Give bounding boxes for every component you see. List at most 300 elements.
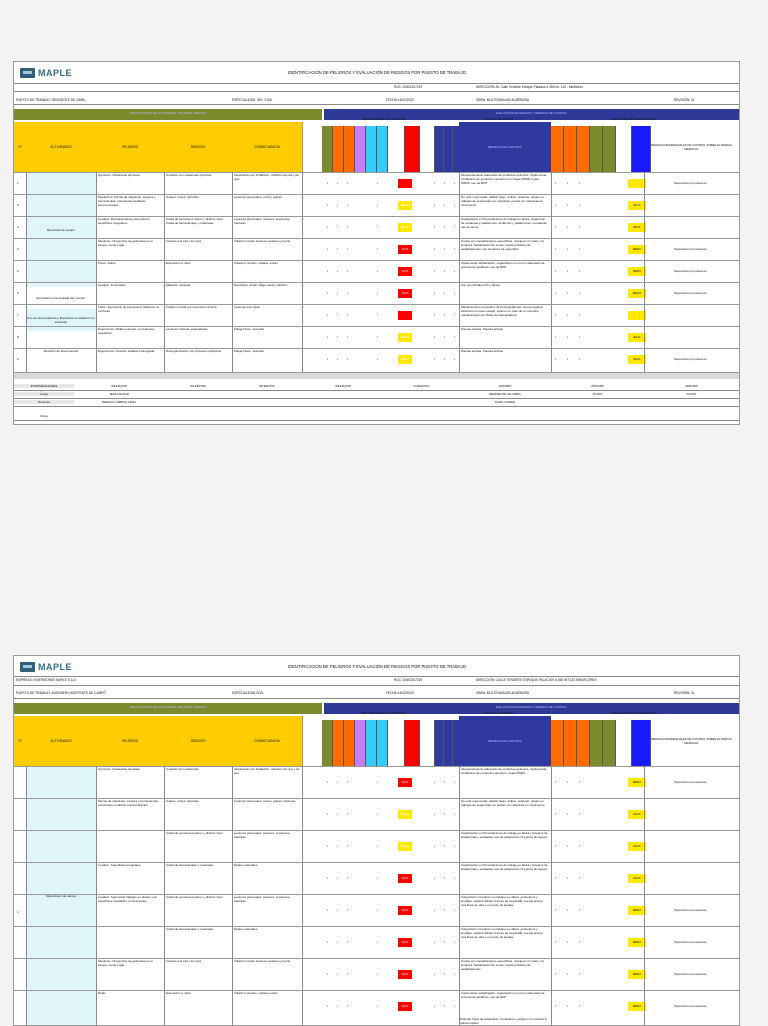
matrix-mark: x bbox=[347, 973, 349, 976]
matrix-mark: x bbox=[555, 248, 557, 251]
matrix-mark: x bbox=[454, 1005, 456, 1008]
consecuencia-cell: Lesiones personales, cortes, golpes, fracturas bbox=[234, 800, 296, 803]
nivel-riesgo-badge: ALTO bbox=[398, 245, 412, 254]
band-identificacion: IDENTIFICACIÓN DE ACTIVIDADES, PELIGROS, RIESGOS bbox=[14, 109, 322, 120]
row-number: 2 bbox=[17, 204, 19, 207]
table-row bbox=[14, 926, 739, 959]
riesgo-cell: Caída de herramientas y materiales bbox=[166, 864, 214, 867]
matrix-mark: x bbox=[377, 877, 379, 880]
matrix-mark: x bbox=[579, 781, 581, 784]
matrix-mark: x bbox=[377, 845, 379, 848]
matrix-mark: x bbox=[377, 358, 379, 361]
fecha-field-2: FECHA:14/02/2020 bbox=[386, 691, 414, 695]
peligro-cell: Piezas de máquinas, equipos y herramientas, estructuras metálicas punzocortantes bbox=[98, 800, 159, 807]
matrix-mark: x bbox=[434, 973, 436, 976]
footer-value: INTERVINO bbox=[258, 384, 276, 388]
matrix-mark: x bbox=[327, 292, 329, 295]
matrix-mark: x bbox=[337, 292, 339, 295]
matrix-mark: x bbox=[327, 358, 329, 361]
matrix-mark: x bbox=[444, 358, 446, 361]
obra-field: OBRA: MULTIFAMILIAR ALMENDRA bbox=[476, 98, 530, 102]
matrix-mark: x bbox=[579, 813, 581, 816]
matrix-mark: x bbox=[555, 226, 557, 229]
medida-cell: Contar con capacitaciones específicas, mantener el orden y la limpieza, Señalización de zonas, implementación de señalizaciones, uso de lentes de seguridad bbox=[461, 240, 544, 251]
row-number: 7 bbox=[17, 314, 19, 317]
matrix-mark: x bbox=[377, 204, 379, 207]
matrix-mark: x bbox=[434, 204, 436, 207]
puesto-field-2: PUESTO DE TRABAJO: INGENIERO ASISTENTE DE CAMPO bbox=[16, 691, 106, 695]
nivel-riesgo-badge: ALTO bbox=[398, 874, 412, 883]
matrix-mark: x bbox=[347, 336, 349, 339]
medida-cell: No usar ropa suelta, cabello largo, anillos, pulseras, relojes en trabajos de supervisión en piezas y/o máquinas en movimiento bbox=[461, 800, 545, 807]
matrix-mark: x bbox=[434, 813, 436, 816]
consecuencia-cell: Irritación ocular, lesiones oculares y la piel bbox=[234, 240, 291, 243]
matrix-mark: x bbox=[444, 336, 446, 339]
matrix-mark: x bbox=[579, 941, 581, 944]
matrix-mark: x bbox=[454, 182, 456, 185]
matrix-mark: x bbox=[454, 973, 456, 976]
consecuencia-cell: Daños materiales bbox=[234, 864, 258, 867]
matrix-mark: x bbox=[377, 270, 379, 273]
footer-value: APROBÓ bbox=[685, 384, 698, 388]
matrix-mark: x bbox=[454, 358, 456, 361]
riesgo-residual-badge: MEDIO bbox=[628, 245, 646, 254]
matrix-mark: x bbox=[434, 336, 436, 339]
row-number: 5 bbox=[17, 270, 19, 273]
sub-control: CONTROL DE RIESGOS bbox=[484, 118, 514, 121]
consecuencia-cell: Irritación ocular, lesiones oculares y la piel bbox=[234, 960, 291, 963]
matrix-mark: x bbox=[337, 248, 339, 251]
consecuencia-cell: Lesiones a la visión bbox=[234, 306, 261, 309]
matrix-mark: x bbox=[347, 781, 349, 784]
peligro-cell: Físico: Exposición de personas a radiación no ionizante bbox=[98, 306, 160, 313]
row-number: 3 bbox=[17, 226, 19, 229]
activity-supervision: Supervision de campo bbox=[26, 766, 96, 1025]
direccion-field: DIRECCIÓN: Av. Calle Teniente Enrique Palacios # 360 Int. 120 - Miraflores bbox=[476, 85, 583, 89]
ruc-field-2: RUC: 20602107219 bbox=[394, 678, 423, 682]
riesgo-cell: Desorganización por procesos repetitivos bbox=[166, 350, 222, 353]
puesto-field: PUESTO DE TRABAJO: RESIDENTE DE OBRA bbox=[16, 98, 86, 102]
nivel-riesgo-badge bbox=[398, 311, 412, 320]
matrix-mark: x bbox=[444, 941, 446, 944]
riesgo-residual-badge: MEDIO bbox=[628, 938, 646, 947]
riesgo-cell: Impacto a la piel y los ojos bbox=[166, 240, 202, 243]
matrix-mark: x bbox=[327, 314, 329, 317]
matrix-mark: x bbox=[579, 248, 581, 251]
matrix-mark: x bbox=[555, 336, 557, 339]
matrix-mark: x bbox=[567, 909, 569, 912]
nivel-riesgo-badge bbox=[398, 179, 412, 188]
consecuencia-cell: Lesiones personales, lesiones, esguinces, fracturas bbox=[234, 218, 291, 225]
matrix-mark: x bbox=[567, 292, 569, 295]
document-title-2: IDENTIFICACIÓN DE PELIGROS Y EVALUACIÓN DE RIESGOS POR PUESTO DE TRABAJO bbox=[287, 664, 467, 669]
peligro-cell: Locativo: Superficies irregulares bbox=[98, 864, 141, 867]
medida-cell: Pausas activas, Pausas activas bbox=[461, 350, 504, 353]
matrix-mark: x bbox=[337, 909, 339, 912]
matrix-mark: x bbox=[567, 1005, 569, 1008]
riesgo-residual-badge: MEDIO bbox=[628, 267, 646, 276]
table-row bbox=[14, 216, 739, 239]
sub-nivel: NIVEL DE RIESGO SIN CONTROLES bbox=[361, 118, 407, 121]
matrix-mark: x bbox=[327, 813, 329, 816]
revision-field-2: REVISIÓN: 01 bbox=[674, 691, 695, 695]
table-row bbox=[14, 798, 739, 831]
matrix-mark: x bbox=[454, 845, 456, 848]
matrix-mark: x bbox=[347, 1005, 349, 1008]
matrix-mark: x bbox=[567, 248, 569, 251]
footer-value: JEFE DE PDR bbox=[109, 392, 129, 396]
consecuencia-cell: Intoxicación por inhalación, irritación de ojos y de piel bbox=[234, 768, 300, 775]
matrix-mark: x bbox=[337, 314, 339, 317]
riesgo-residual-badge: MEDIO bbox=[628, 970, 646, 979]
matrix-mark: x bbox=[347, 877, 349, 880]
matrix-mark: x bbox=[567, 877, 569, 880]
matrix-mark: x bbox=[347, 292, 349, 295]
matrix-mark: x bbox=[579, 270, 581, 273]
riesgo-residual-badge: BAJO bbox=[628, 810, 646, 819]
matrix-mark: x bbox=[377, 336, 379, 339]
matrix-mark: x bbox=[454, 248, 456, 251]
matrix-mark: x bbox=[567, 781, 569, 784]
footer-value: INTERVINO bbox=[110, 384, 128, 388]
medida-cell: Contar con capacitaciones específicas, mantener el orden y la limpieza, Señalización de zonas, implementación de señalizaciones bbox=[461, 960, 544, 971]
matrix-mark: x bbox=[454, 877, 456, 880]
nivel-riesgo-badge: ALTO bbox=[398, 778, 412, 787]
matrix-mark: x bbox=[454, 813, 456, 816]
header-n: N° bbox=[14, 122, 27, 172]
logo-mark-icon bbox=[20, 68, 35, 78]
riesgo-residual-badge: BAJO bbox=[628, 201, 646, 210]
medida-cell: Almacenamiento adecuado de productos químicos, implementar cuidadores de productos químicos con hojas MSDS, hojas MSDS, uso de EPP bbox=[461, 174, 547, 185]
footer-value: JHAIR GOMEZ bbox=[494, 400, 516, 404]
peligro-cell: Mecánicos: Piezas de máquinas, equipos y herramientas, estructuras metálicas punzocortantes bbox=[98, 196, 156, 207]
matrix-mark: x bbox=[567, 204, 569, 207]
matrix-mark: x bbox=[555, 781, 557, 784]
footer-value: APROBÓ bbox=[498, 384, 512, 388]
matrix-mark: x bbox=[567, 182, 569, 185]
diferencial-cell: Supervisión permanente bbox=[674, 182, 707, 185]
matrix-mark: x bbox=[434, 292, 436, 295]
medida-cell: Pausas activas, Pausas activas bbox=[461, 328, 504, 331]
riesgo-cell: Contacto con sustancias químicas bbox=[166, 174, 212, 177]
riesgo-residual-badge: MEDIO bbox=[628, 778, 646, 787]
matrix-mark: x bbox=[555, 909, 557, 912]
riesgo-residual-badge: MEDIO bbox=[628, 1002, 646, 1011]
sub-nivel-2: NIVEL DE RIESGO SIN CONTROLES bbox=[361, 712, 407, 715]
medida-cell: No usar ropa suelta, cabello largo, anillos, pulseras, relojes en trabajos de supervisión en máquinas, piezas y/o máquinas en movimiento bbox=[461, 196, 544, 207]
peligro-cell: Ruido bbox=[98, 992, 106, 995]
riesgo-residual-badge: BAJO bbox=[628, 842, 646, 851]
medida-cell: Mantenimiento preventivo de Fotocopiadoras, uso de equipos eléctricos en buen estado, extintor en caso de un incendio, mantenimiento de Placa de fotocopiadora bbox=[461, 306, 544, 317]
riesgo-residual-badge: BAJO bbox=[628, 874, 646, 883]
row-number: 8 bbox=[17, 336, 19, 339]
riesgo-cell: Lesiones músculo esqueléticas bbox=[166, 328, 208, 331]
medida-cell: Capacitación en Procedimiento de trabajo en altura y limpieza de plataformas y escaleras, uso de pasamanos (3 puntos de apoyo) bbox=[461, 864, 548, 871]
header-consecuencia: CONSECUENCIA bbox=[232, 122, 303, 172]
riesgo-residual-badge: BAJO bbox=[628, 223, 646, 232]
matrix-mark: x bbox=[567, 336, 569, 339]
band-evaluacion: EVALUACIÓN DE RIESGOS Y MEDIDAS DE CONTROL bbox=[324, 109, 739, 120]
matrix-mark: x bbox=[377, 182, 379, 185]
matrix-mark: x bbox=[327, 877, 329, 880]
matrix-mark: x bbox=[555, 270, 557, 273]
matrix-mark: x bbox=[377, 813, 379, 816]
diferencial-cell: Supervisión permanente bbox=[674, 270, 707, 273]
matrix-mark: x bbox=[347, 204, 349, 207]
matrix-mark: x bbox=[434, 909, 436, 912]
diferencial-cell: Supervisión permanente bbox=[674, 292, 707, 295]
peligro-cell: Locativo: Iluminación bbox=[98, 284, 127, 287]
footer-label: INTERVENCIONES bbox=[14, 384, 74, 388]
matrix-mark: x bbox=[377, 1005, 379, 1008]
matrix-mark: x bbox=[579, 336, 581, 339]
medida-cell: Capacitación en Procedimiento de trabajo en altura y limpieza de plataformas y escaleras, uso de pasamanos (3 puntos de apoyo) bbox=[461, 832, 548, 839]
matrix-mark: x bbox=[567, 270, 569, 273]
diferencial-cell: Supervisión permanente bbox=[674, 941, 707, 944]
matrix-mark: x bbox=[579, 909, 581, 912]
header-riesgos-2: RIESGOS bbox=[164, 716, 233, 766]
matrix-mark: x bbox=[579, 845, 581, 848]
header-riesgos: RIESGOS bbox=[164, 122, 233, 172]
matrix-mark: x bbox=[434, 1005, 436, 1008]
table-row bbox=[14, 894, 739, 927]
nivel-riesgo-badge: MEDIO bbox=[398, 842, 412, 851]
matrix-mark: x bbox=[454, 270, 456, 273]
table-row bbox=[14, 766, 739, 799]
diferencial-cell: Supervisión permanente bbox=[674, 248, 707, 251]
sub-eval-2: EVALUACIÓN DEL RIESGO RESIDUAL bbox=[610, 712, 658, 715]
matrix-mark: x bbox=[434, 270, 436, 273]
matrix-mark: x bbox=[327, 909, 329, 912]
riesgo-cell: Golpes, cortes, fracturas bbox=[166, 196, 199, 199]
matrix-mark: x bbox=[555, 877, 557, 880]
matrix-mark: x bbox=[579, 292, 581, 295]
band-identificacion-2: IDENTIFICACIÓN DE ACTIVIDADES, PELIGROS, RIESGOS bbox=[14, 703, 322, 714]
peligro-cell: Físico: Ruido bbox=[98, 262, 116, 265]
matrix-mark: x bbox=[555, 314, 557, 317]
header-actividades: ACTIVIDADES bbox=[26, 122, 97, 172]
matrix-mark: x bbox=[337, 182, 339, 185]
medida-cell: Capacitación en Procedimiento de trabajo en altura, Inspección de escaleras y plataformas, andamios y plataformas y escaleras; uso de arnés bbox=[461, 218, 548, 229]
spacer-row bbox=[14, 372, 739, 379]
matrix-mark: x bbox=[454, 314, 456, 317]
consecuencia-cell: Fatiga física, muscular bbox=[234, 328, 265, 331]
peligro-cell: Locativo: Desplazamiento personal por superficies irregulares bbox=[98, 218, 150, 225]
matrix-mark: x bbox=[454, 336, 456, 339]
medida-cell: Supervisión constante en trabajos en altura, protectores y anclajes, deberá utilizar el arnés de seguridad, cuerpo entero, una línea de vida o un punto de anclaje bbox=[461, 928, 544, 939]
matrix-mark: x bbox=[377, 941, 379, 944]
footer-value: RESIDENTE DE OBRA bbox=[489, 392, 521, 396]
table-row bbox=[14, 238, 739, 261]
matrix-mark: x bbox=[377, 292, 379, 295]
table-row bbox=[14, 172, 739, 195]
nivel-riesgo-badge: ALTO bbox=[398, 1002, 412, 1011]
peligro-cell: Mecánico: Proyección de partículas en el campo, rocas y tiga bbox=[98, 240, 153, 247]
document-page-2 bbox=[13, 655, 740, 1026]
table-row bbox=[14, 194, 739, 217]
riesgo-cell: Impacto a la piel y los ojos bbox=[166, 960, 202, 963]
matrix-mark: x bbox=[434, 845, 436, 848]
matrix-mark: x bbox=[555, 182, 557, 185]
matrix-mark: x bbox=[337, 270, 339, 273]
riesgo-residual-badge: MEDIO bbox=[628, 289, 646, 298]
nivel-riesgo-badge: ALTO bbox=[398, 289, 412, 298]
header-medidas-diferenciales-2: MEDIDAS DIFERENCIALES DE CONTROL SOBRE EL RIESGO RESIDUAL bbox=[650, 737, 733, 745]
consecuencia-cell: Sensación ocular, fatiga visual, irritación bbox=[234, 284, 288, 287]
footer-value: INTERVINO bbox=[413, 384, 430, 388]
activity-recorrido: Recorrido de campo bbox=[26, 172, 96, 287]
row-number: 6 bbox=[17, 292, 19, 295]
footer-label: Firma bbox=[40, 414, 48, 418]
matrix-mark: x bbox=[444, 182, 446, 185]
matrix-mark: x bbox=[567, 845, 569, 848]
matrix-mark: x bbox=[347, 358, 349, 361]
consecuencia-cell: Lesiones personales, lesiones, esguinces, fracturas bbox=[234, 832, 291, 839]
document-title: IDENTIFICACIÓN DE PELIGROS Y EVALUACIÓN DE RIESGOS POR PUESTO DE TRABAJO bbox=[287, 70, 467, 75]
peligro-cell: Químicos: Sustancias químicas bbox=[98, 174, 140, 177]
matrix-mark: x bbox=[579, 204, 581, 207]
footer-value: SCSST bbox=[592, 392, 603, 396]
peligro-cell: Mecánico: Proyección de partículas en el campo, rocas y tiga bbox=[98, 960, 153, 967]
residual-header-columns bbox=[551, 126, 651, 172]
header-consecuencia-2: CONSECUENCIA bbox=[232, 716, 303, 766]
matrix-mark: x bbox=[377, 909, 379, 912]
matrix-mark: x bbox=[555, 941, 557, 944]
row-number: 9 bbox=[17, 358, 19, 361]
matrix-mark: x bbox=[579, 314, 581, 317]
table-row bbox=[14, 326, 739, 349]
matrix-mark: x bbox=[434, 182, 436, 185]
matrix-mark: x bbox=[327, 248, 329, 251]
matrix-mark: x bbox=[434, 941, 436, 944]
matrix-mark: x bbox=[579, 877, 581, 880]
matrix-mark: x bbox=[377, 226, 379, 229]
matrix-mark: x bbox=[567, 314, 569, 317]
matrix-mark: x bbox=[434, 314, 436, 317]
footer-value: INTERVINO bbox=[334, 384, 352, 388]
document-page-1 bbox=[13, 61, 740, 425]
company-logo bbox=[20, 66, 72, 80]
matrix-mark: x bbox=[579, 358, 581, 361]
medida-cell: Uso de pantalla LCD y laptop bbox=[461, 284, 501, 287]
matrix-mark: x bbox=[434, 358, 436, 361]
riesgo-residual-badge: BAJO bbox=[628, 355, 646, 364]
matrix-mark: x bbox=[337, 973, 339, 976]
riesgo-cell: Exposición a ruido bbox=[166, 992, 191, 995]
matrix-mark: x bbox=[555, 204, 557, 207]
header-medidas: MEDIDAS DE CONTROL bbox=[459, 122, 551, 172]
matrix-header-columns-2 bbox=[322, 720, 462, 766]
matrix-mark: x bbox=[555, 973, 557, 976]
matrix-mark: x bbox=[337, 336, 339, 339]
matrix-mark: x bbox=[444, 314, 446, 317]
matrix-mark: x bbox=[555, 813, 557, 816]
activity-documentos: Revisión de Documentos bbox=[26, 331, 96, 371]
riesgo-cell: Malestar, molestia bbox=[166, 284, 191, 287]
matrix-mark: x bbox=[327, 941, 329, 944]
logo-text: MAPLE bbox=[38, 68, 72, 78]
matrix-mark: x bbox=[567, 358, 569, 361]
riesgo-cell: Caída de personal a mismo y distinto nivel; Caída de herramientas y materiales bbox=[166, 218, 224, 225]
sub-eval: EVALUACIÓN DEL RIESGO RESIDUAL bbox=[610, 118, 658, 121]
matrix-mark: x bbox=[347, 941, 349, 944]
revision-field: REVISIÓN: 01 bbox=[674, 98, 695, 102]
matrix-mark: x bbox=[327, 182, 329, 185]
consecuencia-cell: Irritación, tinnitus, cefalea, estrés bbox=[234, 992, 278, 995]
direccion-field-2: DIRECCIÓN: CALLE TENIENTE ENRIQUE PALACIOS # 360 INT.120 MIRAFLORES bbox=[476, 678, 597, 682]
especialidad-field: ESPECIALIDAD: ING. CIVIL bbox=[232, 98, 273, 102]
footer-label: Nombres bbox=[14, 400, 74, 404]
matrix-mark: x bbox=[327, 270, 329, 273]
matrix-mark: x bbox=[347, 226, 349, 229]
nivel-riesgo-badge: ALTO bbox=[398, 970, 412, 979]
table-row bbox=[14, 260, 739, 283]
diferencial-cell: Supervisión permanente bbox=[674, 781, 707, 784]
nivel-riesgo-badge: MEDIO bbox=[398, 333, 412, 342]
matrix-mark: x bbox=[567, 973, 569, 976]
header-medidas-diferenciales: MEDIDAS DIFERENCIALES DE CONTROL SOBRE EL RIESGO RESIDUAL bbox=[650, 143, 733, 151]
matrix-mark: x bbox=[555, 845, 557, 848]
diferencial-cell: Supervisión permanente bbox=[674, 909, 707, 912]
matrix-mark: x bbox=[444, 909, 446, 912]
activity-fotocopiadora: Uso de fotocopiadora y Exposición a radiación no ionizante bbox=[26, 309, 96, 331]
diferencial-cell: Supervisión permanente bbox=[674, 1005, 707, 1008]
diferencial-cell: Supervisión permanente bbox=[674, 973, 707, 976]
matrix-mark: x bbox=[444, 248, 446, 251]
nivel-riesgo-badge: ALTO bbox=[398, 906, 412, 915]
footer-value: INTERVINO bbox=[189, 384, 207, 388]
nivel-riesgo-badge: MEDIO bbox=[398, 201, 412, 210]
matrix-mark: x bbox=[347, 248, 349, 251]
matrix-mark: x bbox=[579, 973, 581, 976]
matrix-mark: x bbox=[454, 226, 456, 229]
matrix-mark: x bbox=[454, 941, 456, 944]
footer-label: Cargo bbox=[14, 392, 74, 396]
matrix-mark: x bbox=[377, 248, 379, 251]
matrix-mark: x bbox=[444, 845, 446, 848]
matrix-mark: x bbox=[377, 781, 379, 784]
consecuencia-cell: Lesiones personales, lesiones, esguinces, fracturas bbox=[234, 896, 291, 903]
matrix-mark: x bbox=[327, 845, 329, 848]
consecuencia-cell: Daños materiales bbox=[234, 928, 258, 931]
table-row bbox=[14, 348, 739, 371]
matrix-mark: x bbox=[567, 941, 569, 944]
matrix-mark: x bbox=[567, 813, 569, 816]
matrix-mark: x bbox=[337, 358, 339, 361]
header-n-2: N° bbox=[14, 716, 27, 766]
matrix-mark: x bbox=[444, 292, 446, 295]
matrix-mark: x bbox=[444, 204, 446, 207]
table-row bbox=[14, 830, 739, 863]
matrix-mark: x bbox=[555, 1005, 557, 1008]
matrix-mark: x bbox=[444, 781, 446, 784]
header-peligros: PELIGROS bbox=[96, 122, 165, 172]
row-number: 4 bbox=[17, 248, 19, 251]
matrix-mark: x bbox=[327, 973, 329, 976]
ruc-field: RUC: 20602107219 bbox=[394, 85, 423, 89]
matrix-mark: x bbox=[337, 941, 339, 944]
peligro-cell: Químicos: Sustancias químicas bbox=[98, 768, 140, 771]
matrix-mark: x bbox=[444, 813, 446, 816]
riesgo-cell: Caída de herramientas y materiales bbox=[166, 928, 214, 931]
medida-cell: Supervisión constante en trabajos en altura, protectores y anclajes, deberá utilizar el arnés de seguridad, cuerpo entero, una línea de vida o un punto de anclaje bbox=[461, 896, 544, 907]
header-peligros-2: PELIGROS bbox=[96, 716, 165, 766]
consecuencia-cell: Irritación, tinnitus, cefalea, estrés bbox=[234, 262, 278, 265]
logo-text: MAPLE bbox=[38, 662, 72, 672]
matrix-mark: x bbox=[337, 1005, 339, 1008]
especialidad-field-2: ESPECIALIDAD:CIVIL bbox=[232, 691, 265, 695]
matrix-mark: x bbox=[454, 204, 456, 207]
